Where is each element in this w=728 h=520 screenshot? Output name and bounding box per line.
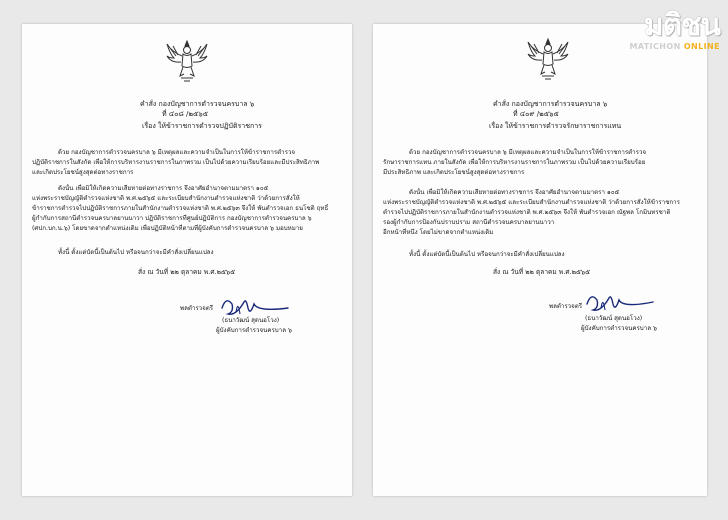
paragraph-intro	[383, 148, 699, 178]
paragraph-line: แห่งพระราชบัญญัติตำรวจแห่งชาติ พ.ศ.๒๕๖๕ และระเบียบสำนักงานตำรวจแห่งชาติ ว่าด้วยการสั่งให้ข้าราชการ	[383, 199, 680, 206]
paragraph-effective: ทั้งนี้ ตั้งแต่บัดนี้เป็นต้นไป หรือจนกว่าจะมีคำสั่งเปลี่ยนแปลง	[58, 249, 214, 256]
paragraph-order	[383, 188, 699, 238]
signer-position: ผู้บังคับการตำรวจนครบาล ๖	[216, 327, 292, 334]
signer-name: (ธนาวัฒน์ สุดนอโวง)	[222, 317, 280, 324]
garuda-emblem-icon	[525, 36, 571, 82]
paragraph-line: แห่งพระราชบัญญัติตำรวจแห่งชาติ พ.ศ.๒๕๖๕ และระเบียบสำนักงานตำรวจแห่งชาติ ว่าด้วยการสั่งให้	[32, 195, 300, 202]
order-subject: เรื่อง ให้ข้าราชการตำรวจรักษาราชการแทน	[489, 122, 622, 130]
signature-image	[579, 290, 659, 316]
garuda-emblem-icon	[164, 38, 210, 84]
paragraph-line: ข้าราชการตำรวจไปปฏิบัติราชการภายในสำนักงานตำรวจแห่งชาติ พ.ศ.๒๕๖๓ จึงให้ พันตำรวจเอก ธนโชติ ฤทธิ์	[32, 205, 329, 212]
paragraph-line: ด้วย กองบัญชาการตำรวจนครบาล ๖ มีเหตุผลและความจำเป็นในการให้ข้าราชการตำรวจ	[409, 149, 647, 156]
order-title: คำสั่ง กองบัญชาการตำรวจนครบาล ๖	[493, 100, 608, 108]
order-date: สั่ง ณ วันที่ ๒๒ ตุลาคม พ.ศ.๒๕๖๕	[493, 268, 591, 276]
paragraph-line: อีกหน้าที่หนึ่ง โดยไม่ขาดจากตำแหน่งเดิม	[383, 229, 494, 236]
order-subject: เรื่อง ให้ข้าราชการตำรวจปฏิบัติราชการ	[142, 122, 262, 130]
signer-rank: พลตำรวจตรี	[549, 303, 583, 310]
logo-subtitle	[612, 42, 720, 52]
paragraph-intro	[32, 148, 344, 178]
order-number: ที่ ๔๐๙ /๒๕๖๕	[513, 110, 559, 118]
logo-wordmark: มติชน	[643, 8, 720, 43]
signer-position: ผู้บังคับการตำรวจนครบาล ๖	[581, 325, 657, 332]
matichon-logo	[612, 10, 720, 52]
paragraph-line: ปฏิบัติราชการในสังกัด เพื่อให้การบริหารงานราชการในภาพรวม เป็นไปด้วยความเรียบร้อยและมีประสิทธิภาพ	[32, 159, 320, 166]
paragraph-line: ด้วย กองบัญชาการตำรวจนครบาล ๖ มีเหตุผลและความจำเป็นในการให้ข้าราชการตำรวจ	[58, 149, 296, 156]
order-number: ที่ ๔๐๘ /๒๕๖๕	[162, 110, 209, 118]
order-date: สั่ง ณ วันที่ ๒๒ ตุลาคม พ.ศ.๒๕๖๕	[138, 268, 236, 276]
paragraph-line: (ศปก.บก.น.๖) โดยขาดจากตำแหน่งเดิม เพื่อปฏิบัติหน้าที่ตามที่ผู้บังคับการตำรวจนครบาล ๖ มอบหมาย	[32, 225, 303, 232]
paragraph-line: และเกิดประโยชน์สูงสุดต่อทางราชการ	[32, 169, 134, 176]
paragraph-line: ดังนั้น เพื่อมิให้เกิดความเสียหายต่อทางราชการ จึงอาศัยอำนาจตามมาตรา ๑๐๕	[409, 189, 620, 196]
paragraph-line: ดังนั้น เพื่อมิให้เกิดความเสียหายต่อทางราชการ จึงอาศัยอำนาจตามมาตรา ๑๐๕	[58, 185, 269, 192]
signer-name: (ธนาวัฒน์ สุดนอโวง)	[585, 315, 643, 322]
paragraph-line: รักษาราชการแทน ภายในสังกัด เพื่อให้การบริหารงานราชการในภาพรวม เป็นไปด้วยความเรียบร้อย	[383, 159, 646, 166]
logo-subtitle-matichon: MATICHON	[629, 42, 681, 51]
order-document-left	[22, 24, 352, 496]
paragraph-line: ตำรวจไปปฏิบัติราชการภายในสำนักงานตำรวจแห่งชาติ พ.ศ.๒๕๖๓ จึงให้ พันตำรวจเอก ณัฐพล โกมินทรชาติ	[383, 209, 671, 216]
paragraph-line: มีประสิทธิภาพ และเกิดประโยชน์สูงสุดต่อทางราชการ	[383, 169, 525, 176]
paragraph-effective: ทั้งนี้ ตั้งแต่บัดนี้เป็นต้นไป หรือจนกว่าจะมีคำสั่งเปลี่ยนแปลง	[409, 251, 565, 258]
logo-subtitle-online: ONLINE	[683, 42, 720, 51]
paragraph-order	[32, 184, 344, 234]
order-document-right	[373, 24, 707, 496]
order-title: คำสั่ง กองบัญชาการตำรวจนครบาล ๖	[140, 100, 255, 108]
paragraph-line: รองผู้กำกับการป้องกันปราบปราม สถานีตำรวจนครบาลยานนาวา	[383, 219, 555, 226]
paragraph-line: ผู้กำกับการสถานีตำรวจนครบาลยานนาวา ปฏิบัติราชการที่ศูนย์ปฏิบัติการ กองบัญชาการตำรวจนครบาล ๖	[32, 215, 312, 222]
signer-rank: พลตำรวจตรี	[180, 305, 214, 312]
